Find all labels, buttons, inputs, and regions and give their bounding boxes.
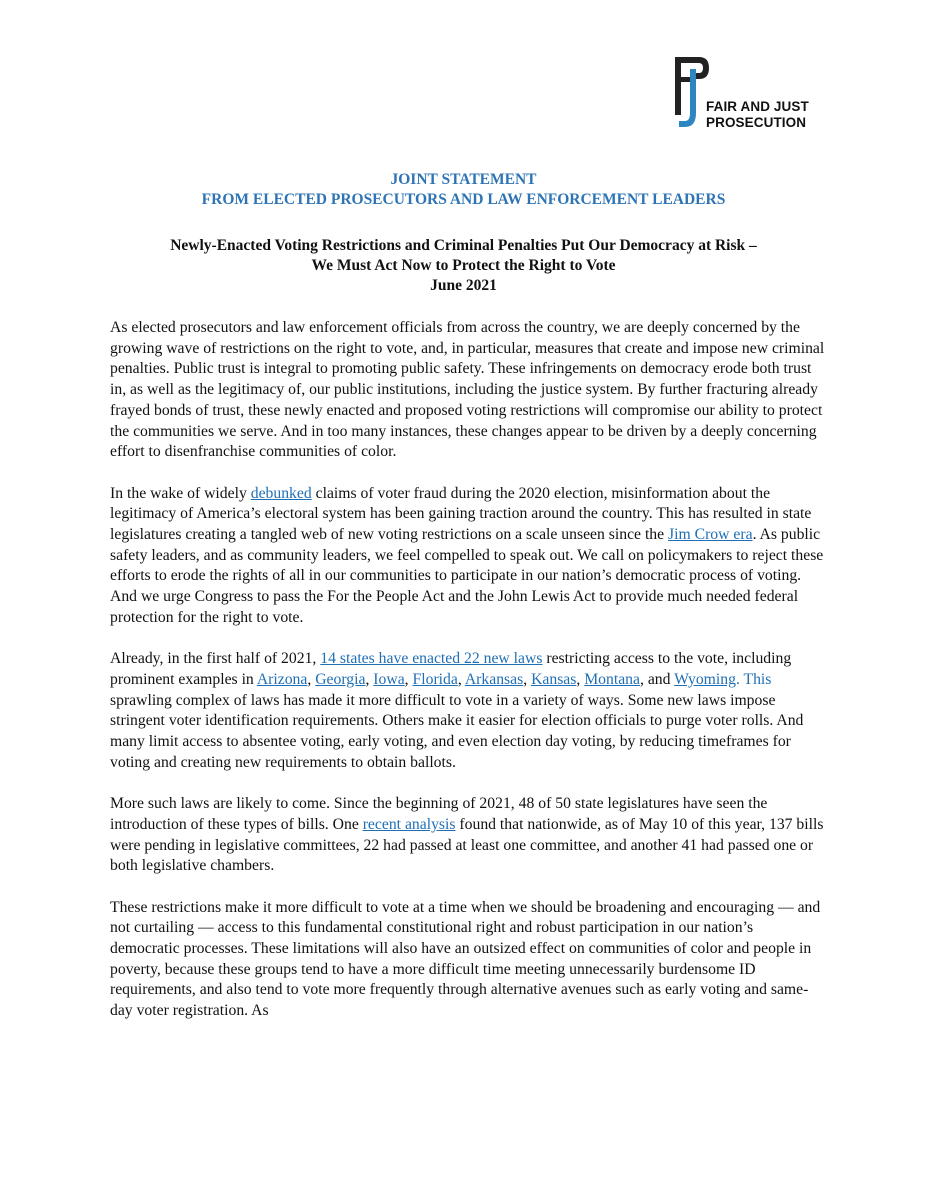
p2-text-c: . As public safety leaders, and as community leaders, we feel compelled to speak out. We call on policymakers to reject these efforts to erode the rights of all in our communities to participate in our nation’s democratic process of voting. And we urge Congress to pass the For the People Act and the John Lewis Act to provide much needed federal protection for the right to vote. [110,526,824,626]
state-link-florida[interactable]: Florida [412,670,458,688]
heading-line2: FROM ELECTED PROSECUTORS AND LAW ENFORCEMENT LEADERS [201,191,726,208]
logo-line2: PROSECUTION [706,115,807,130]
p2-text-b: claims of voter fraud during the 2020 election, misinformation about the legitimacy of America’s electoral system has been gaining traction around the country. This has resulted in state legislatures creating a tangled web of new voting restrictions on a scale unseen since the [110,484,812,544]
statement-body [110,318,826,1043]
paragraph-4 [110,794,826,877]
p4-text-a: More such laws are likely to come. Since the beginning of 2021, 48 of 50 state legislatures have seen the introduction of these types of bills. One [110,795,768,833]
p3-text-c: This [743,670,772,688]
title-date: June 2021 [430,277,497,294]
jim-crow-era-link[interactable]: Jim Crow era [668,526,753,544]
paragraph-1: As elected prosecutors and law enforcement officials from across the country, we are deeply concerned by the growing wave of restrictions on the right to vote, and, in particular, measures that create and impose new criminal penalties. Public trust is integral to promoting public safety. These infringements on democracy erode both trust in, as well as the legitimacy of, our public institutions, including the justice system. By further fracturing already frayed bonds of trust, these newly enacted and proposed voting restrictions will compromise our ability to protect the communities we serve. And in too many instances, these changes appear to be driven by a deeply concerning effort to disenfranchise communities of color. [110,319,825,461]
p3-text-d: sprawling complex of laws has made it more difficult to vote in a variety of ways. Some new laws impose stringent voter identification requirements. Others make it easier for election officials to purge voter rolls. And many limit access to absentee voting, early voting, and even election day voting, by reducing timeframes for voting and creating new requirements to obtain ballots. [110,691,804,771]
new-laws-link[interactable]: 14 states have enacted 22 new laws [320,650,543,668]
state-link-wyoming[interactable]: Wyoming [674,670,736,688]
debunked-link[interactable]: debunked [250,484,312,502]
paragraph-3: Already, in the first half of 2021, 14 states have enacted 22 new laws restricting access to the vote, including prominent examples in Arizona, Georgia, Iowa, Florida, Arkansas, Kansas, Montana, and Wyoming. This sprawling complex of laws has made it more difficult to vote in a variety of ways. Some new laws impose stringent voter identification requirements. Others make it easier for election officials to purge voter rolls. And many limit access to absentee voting, early voting, and even election day voting, by reducing timeframes for voting and creating new requirements to obtain ballots. [110,650,804,771]
p3-text-b: restricting access to the vote, including prominent examples in [110,650,792,688]
state-link-iowa[interactable]: Iowa [373,670,405,688]
fjp-logo [673,55,823,145]
state-link-kansas[interactable]: Kansas [531,670,577,688]
state-link-arkansas[interactable]: Arkansas [464,670,524,688]
title-line1: Newly-Enacted Voting Restrictions and Criminal Penalties Put Our Democracy at Risk – [170,237,757,254]
p3-text-a: Already, in the first half of 2021, [110,650,321,668]
statement-heading [0,170,927,210]
state-link-montana[interactable]: Montana [584,670,640,688]
paragraph-5: These restrictions make it more difficult to vote at a time when we should be broadening and encouraging — and not curtailing — access to this fundamental constitutional right and robust participation in our nation’s democratic processes. These limitations will also have an outsized effect on communities of color and people in poverty, because these groups tend to have a more difficult time meeting unnecessarily burdensome ID requirements, and also tend to vote more frequently through alternative avenues such as early voting and same-day voter registration. As [110,898,821,1020]
heading-line1: JOINT STATEMENT [390,171,537,188]
fjp-logo-wordmark [706,99,809,131]
p4-text-b: found that nationwide, as of May 10 of this year, 137 bills were pending in legislative committees, 22 had passed at least one committee, and another 41 had passed one or both legislative chambers. [110,815,824,875]
title-line2: We Must Act Now to Protect the Right to Vote [311,257,616,274]
paragraph-2 [110,484,826,629]
state-link-georgia[interactable]: Georgia [315,670,366,688]
p2-text-a: In the wake of widely [110,484,251,502]
logo-line1: FAIR AND JUST [706,99,809,114]
recent-analysis-link[interactable]: recent analysis [362,815,456,833]
statement-title [0,236,927,296]
state-link-arizona[interactable]: Arizona [256,670,308,688]
fjp-logo-mark [673,55,709,135]
